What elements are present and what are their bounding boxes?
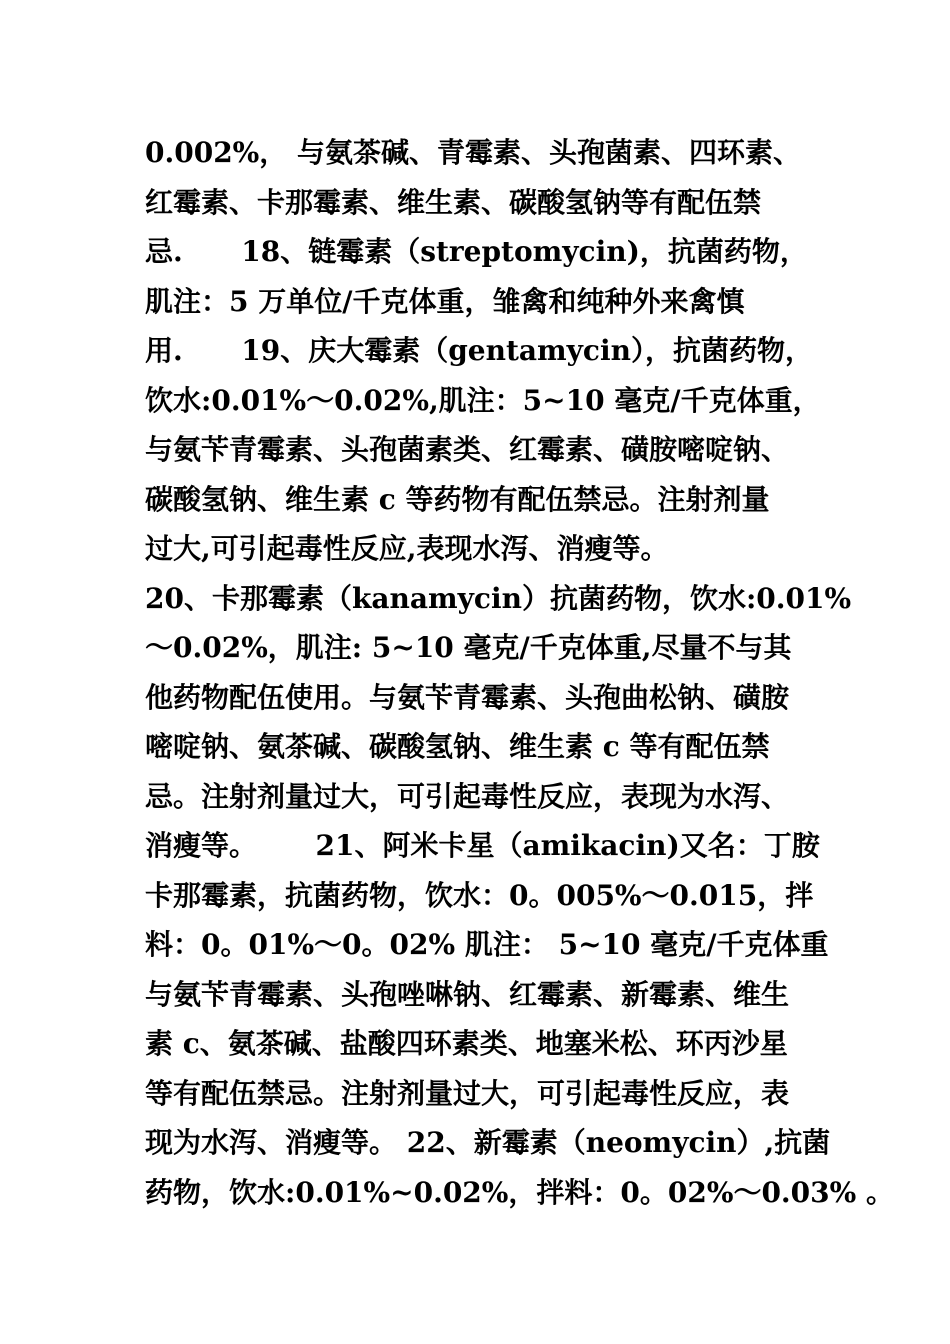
text-line: 料：0。01%～0。02% 肌注： 5~10 毫克/千克体重 bbox=[145, 928, 829, 961]
text-line: 红霉素、卡那霉素、维生素、碳酸氢钠等有配伍禁 bbox=[145, 185, 762, 219]
text-line: 过大,可引起毒性反应,表现水泻、消瘦等。 bbox=[145, 532, 669, 565]
text-line: 等有配伍禁忌。注射剂量过大，可引起毒性反应，表 bbox=[145, 1076, 790, 1110]
body-text bbox=[145, 128, 895, 1217]
text-line: ～0.02%，肌注: 5~10 毫克/千克体重,尽量不与其 bbox=[145, 631, 792, 664]
text-line: 消瘦等。 21、阿米卡星（amikacin)又名：丁胺 bbox=[145, 829, 820, 862]
text-line: 碳酸氢钠、维生素 c 等药物有配伍禁忌。注射剂量 bbox=[145, 482, 770, 516]
text-line: 卡那霉素，抗菌药物，饮水：0。005%～0.015，拌 bbox=[145, 878, 814, 912]
text-line: 他药物配伍使用。与氨苄青霉素、头孢曲松钠、磺胺 bbox=[145, 680, 790, 714]
text-line: 肌注：5 万单位/千克体重，雏禽和纯种外来禽慎 bbox=[145, 284, 745, 318]
text-line: 素 c、氨茶碱、盐酸四环素类、地塞米松、环丙沙星 bbox=[145, 1027, 788, 1060]
text-line: 20、卡那霉素（kanamycin）抗菌药物，饮水:0.01% bbox=[145, 581, 852, 615]
text-line: 忌。注射剂量过大，可引起毒性反应，表现为水泻、 bbox=[145, 779, 790, 813]
text-line: 饮水:0.01%～0.02%,肌注：5~10 毫克/千克体重， bbox=[145, 383, 821, 417]
text-line: 0.002%， 与氨茶碱、青霉素、头孢菌素、四环素、 bbox=[145, 136, 802, 169]
text-line: 与氨苄青霉素、头孢菌素类、红霉素、磺胺嘧啶钠、 bbox=[145, 433, 790, 466]
text-line: 现为水泻、消瘦等。 22、新霉素（neomycin）,抗菌 bbox=[145, 1126, 831, 1159]
text-line: 与氨苄青霉素、头孢唑啉钠、红霉素、新霉素、维生 bbox=[145, 977, 790, 1011]
text-line: 药物，饮水:0.01%~0.02%，拌料：0。02%～0.03% 。 bbox=[145, 1175, 895, 1209]
text-line: 用. 19、庆大霉素（gentamycin），抗菌药物， bbox=[145, 334, 813, 367]
text-line: 嘧啶钠、氨茶碱、碳酸氢钠、维生素 c 等有配伍禁 bbox=[145, 730, 770, 763]
text-line: 忌. 18、链霉素（streptomycin)，抗菌药物， bbox=[145, 235, 808, 268]
